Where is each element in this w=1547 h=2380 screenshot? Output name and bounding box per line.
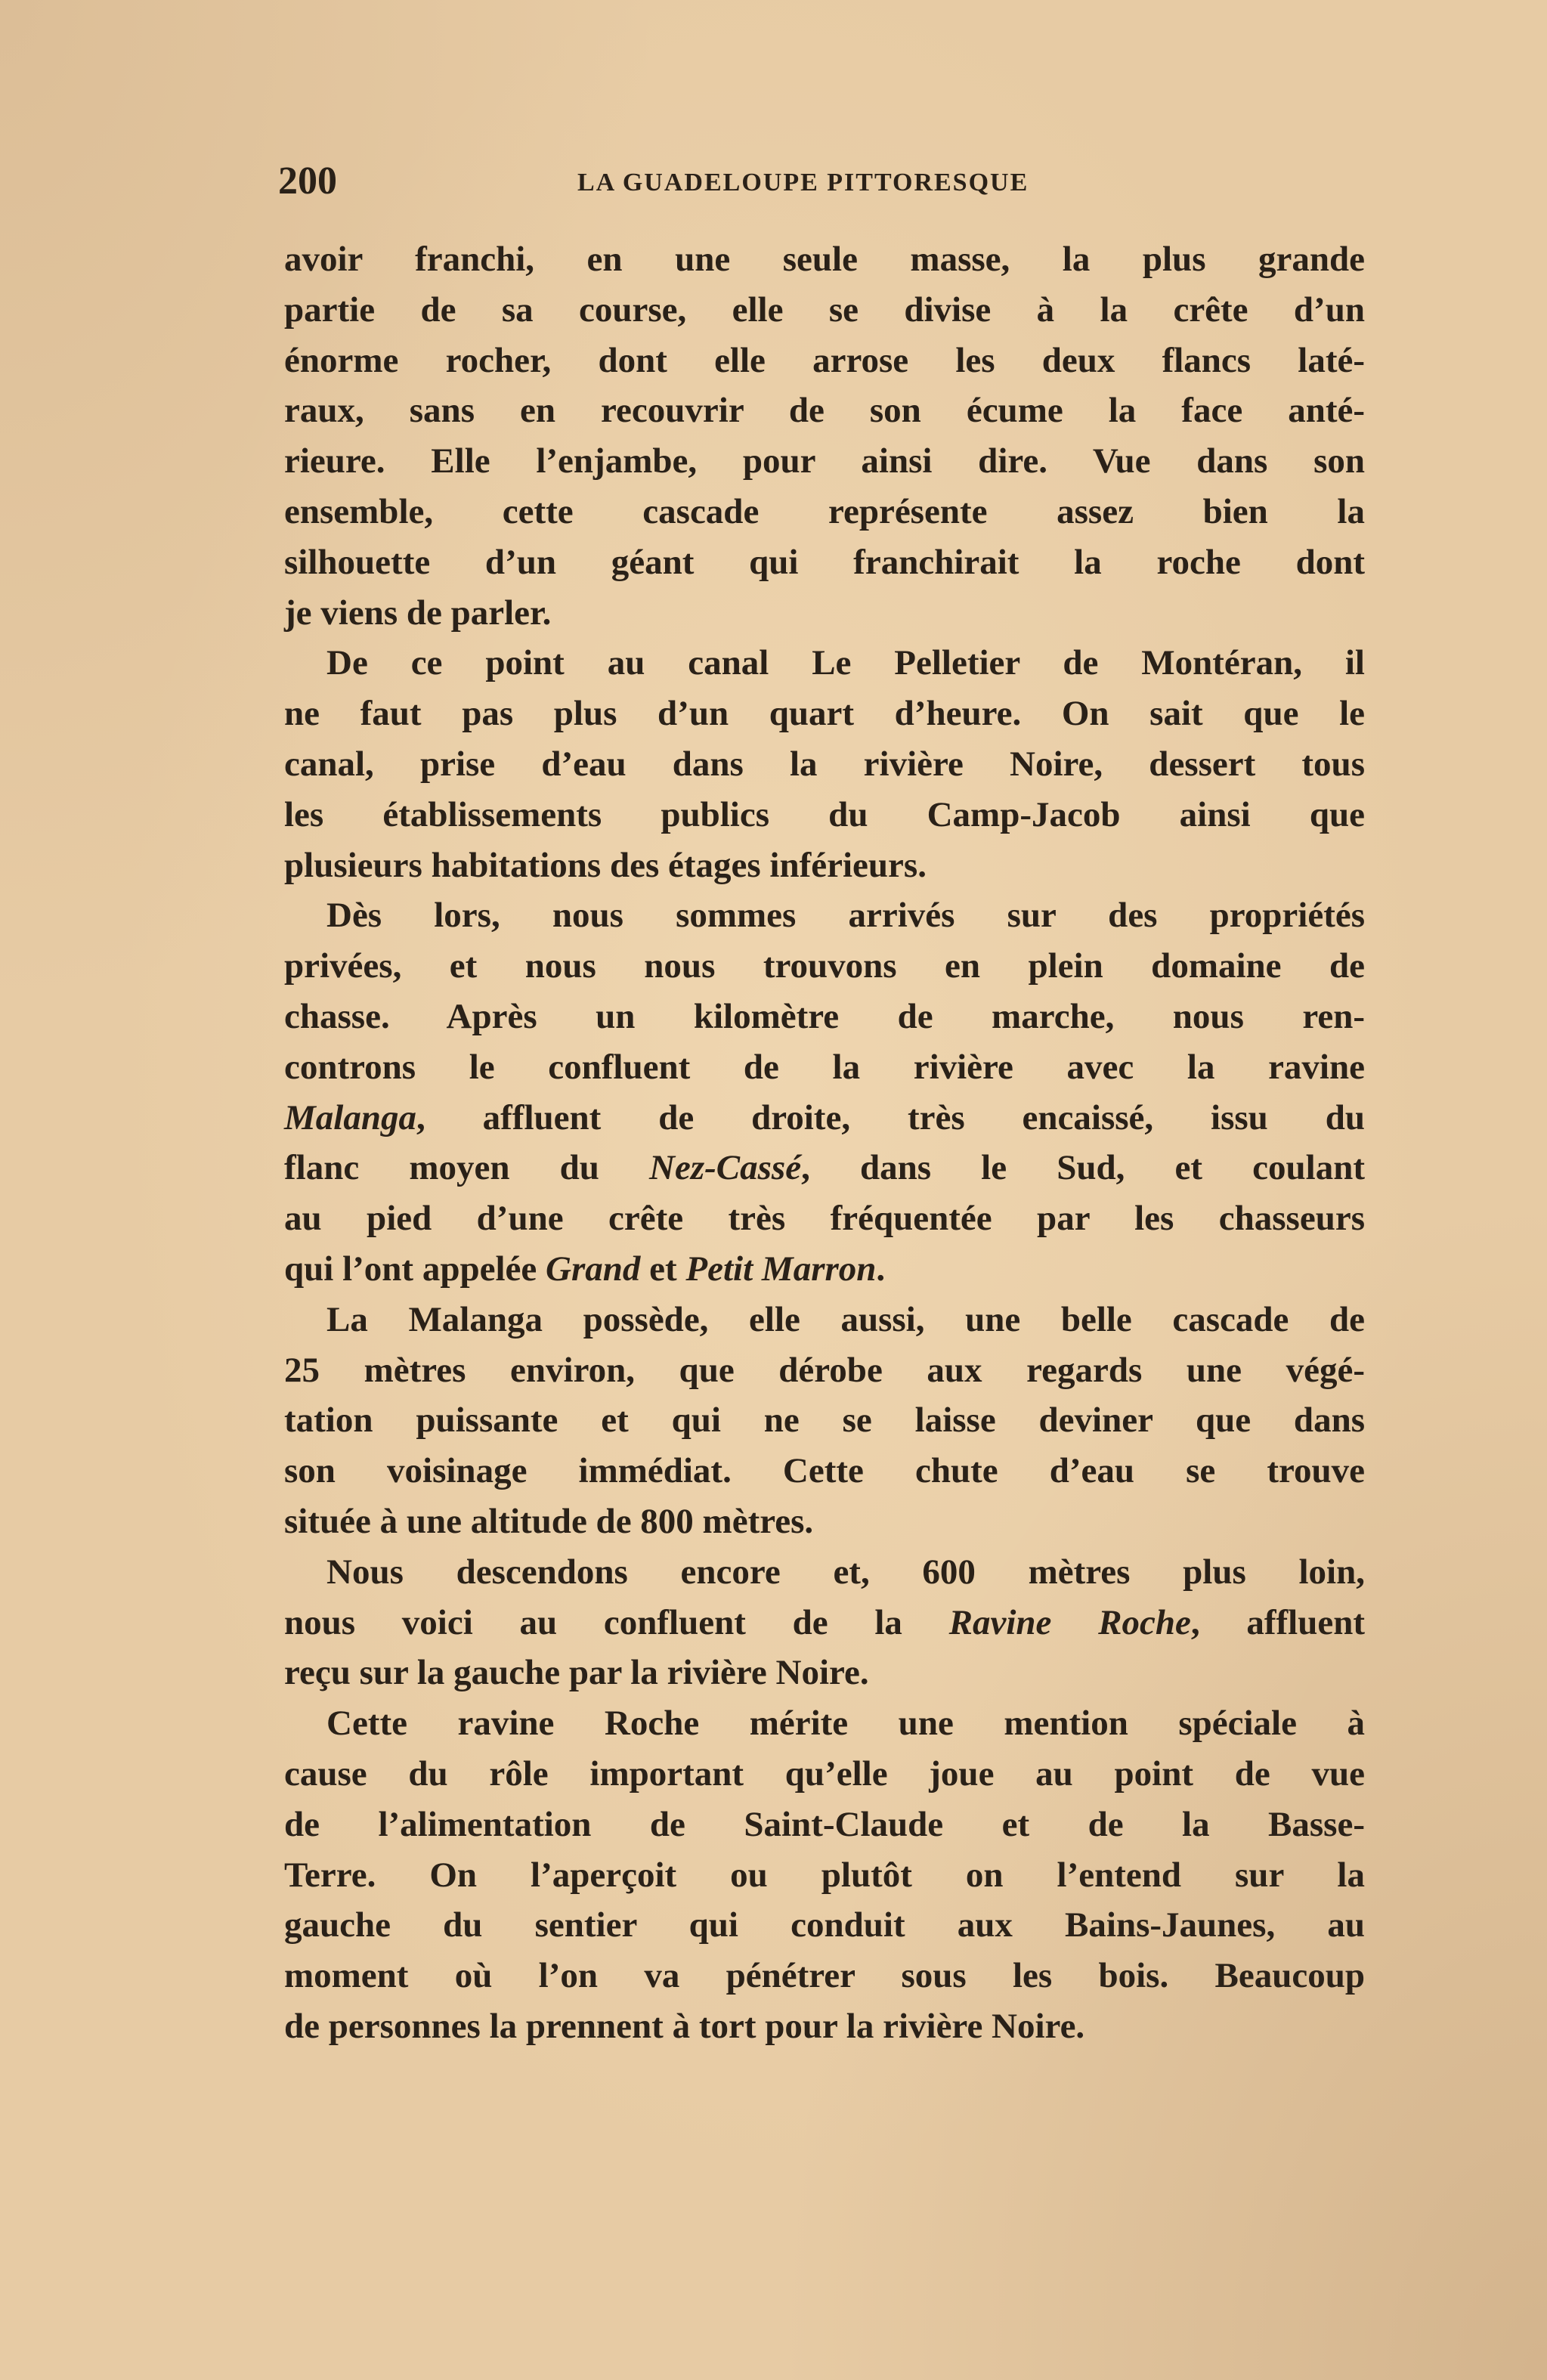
text-line: son voisinage immédiat. Cette chute d’eau se trouve — [284, 1451, 1365, 1491]
text-line: Terre. On l’aperçoit ou plutôt on l’entend sur la — [284, 1855, 1365, 1895]
body-text — [284, 234, 1365, 2052]
text-line: Dès lors, nous sommes arrivés sur des propriétés — [326, 896, 1365, 936]
text-line: Nous descendons encore et, 600 mètres plus loin, — [326, 1552, 1365, 1592]
running-head — [278, 155, 1072, 208]
text-line: raux, sans en recouvrir de son écume la face anté- — [284, 391, 1365, 431]
text-line: située à une altitude de 800 mètres. — [284, 1501, 814, 1541]
text-line: qui l’ont appelée Grand et Petit Marron. — [284, 1249, 886, 1289]
text-line: cause du rôle important qu’elle joue au point de vue — [284, 1753, 1365, 1794]
text-line: gauche du sentier qui conduit aux Bains-Jaunes, au — [284, 1905, 1365, 1945]
text-line: De ce point au canal Le Pelletier de Montéran, il — [326, 643, 1365, 683]
text-line: plusieurs habitations des étages inférieurs. — [284, 845, 927, 885]
text-line: rieure. Elle l’enjambe, pour ainsi dire. Vue dans son — [284, 441, 1365, 481]
text-line: controns le confluent de la rivière avec la ravine — [284, 1047, 1365, 1087]
text-line: ensemble, cette cascade représente assez bien la — [284, 491, 1365, 531]
text-line: ne faut pas plus d’un quart d’heure. On sait que le — [284, 694, 1365, 734]
text-line: moment où l’on va pénétrer sous les bois. Beaucoup — [284, 1956, 1365, 1996]
text-line: 25 mètres environ, que dérobe aux regards une végé- — [284, 1350, 1365, 1390]
running-title: LA GUADELOUPE PITTORESQUE — [577, 169, 1029, 197]
text-line: partie de sa course, elle se divise à la crête d’un — [284, 289, 1365, 330]
text-line: canal, prise d’eau dans la rivière Noire, dessert tous — [284, 744, 1365, 784]
text-line: Cette ravine Roche mérite une mention spéciale à — [326, 1704, 1365, 1744]
text-line: reçu sur la gauche par la rivière Noire. — [284, 1653, 869, 1693]
text-line: privées, et nous nous trouvons en plein domaine de — [284, 946, 1365, 986]
text-line: de personnes la prennent à tort pour la rivière Noire. — [284, 2006, 1085, 2046]
text-line: au pied d’une crête très fréquentée par les chasseurs — [284, 1199, 1365, 1239]
text-line: nous voici au confluent de la Ravine Roche, affluent — [284, 1602, 1365, 1642]
text-line: tation puissante et qui ne se laisse deviner que dans — [284, 1400, 1365, 1441]
text-line: flanc moyen du Nez-Cassé, dans le Sud, et coulant — [284, 1148, 1365, 1188]
text-line: Malanga, affluent de droite, très encaissé, issu du — [284, 1097, 1365, 1137]
text-line: avoir franchi, en une seule masse, la plus grande — [284, 240, 1365, 279]
page-number: 200 — [278, 159, 337, 203]
text-line: énorme rocher, dont elle arrose les deux flancs laté- — [284, 340, 1365, 380]
text-line: les établissements publics du Camp-Jacob ainsi que — [284, 794, 1365, 834]
text-line: silhouette d’un géant qui franchirait la roche dont — [284, 542, 1365, 582]
text-line: je viens de parler. — [284, 593, 552, 633]
text-line: de l’alimentation de Saint-Claude et de la Basse- — [284, 1804, 1365, 1844]
text-line: chasse. Après un kilomètre de marche, nous ren- — [284, 996, 1365, 1036]
text-line: La Malanga possède, elle aussi, une belle cascade de — [326, 1299, 1365, 1339]
